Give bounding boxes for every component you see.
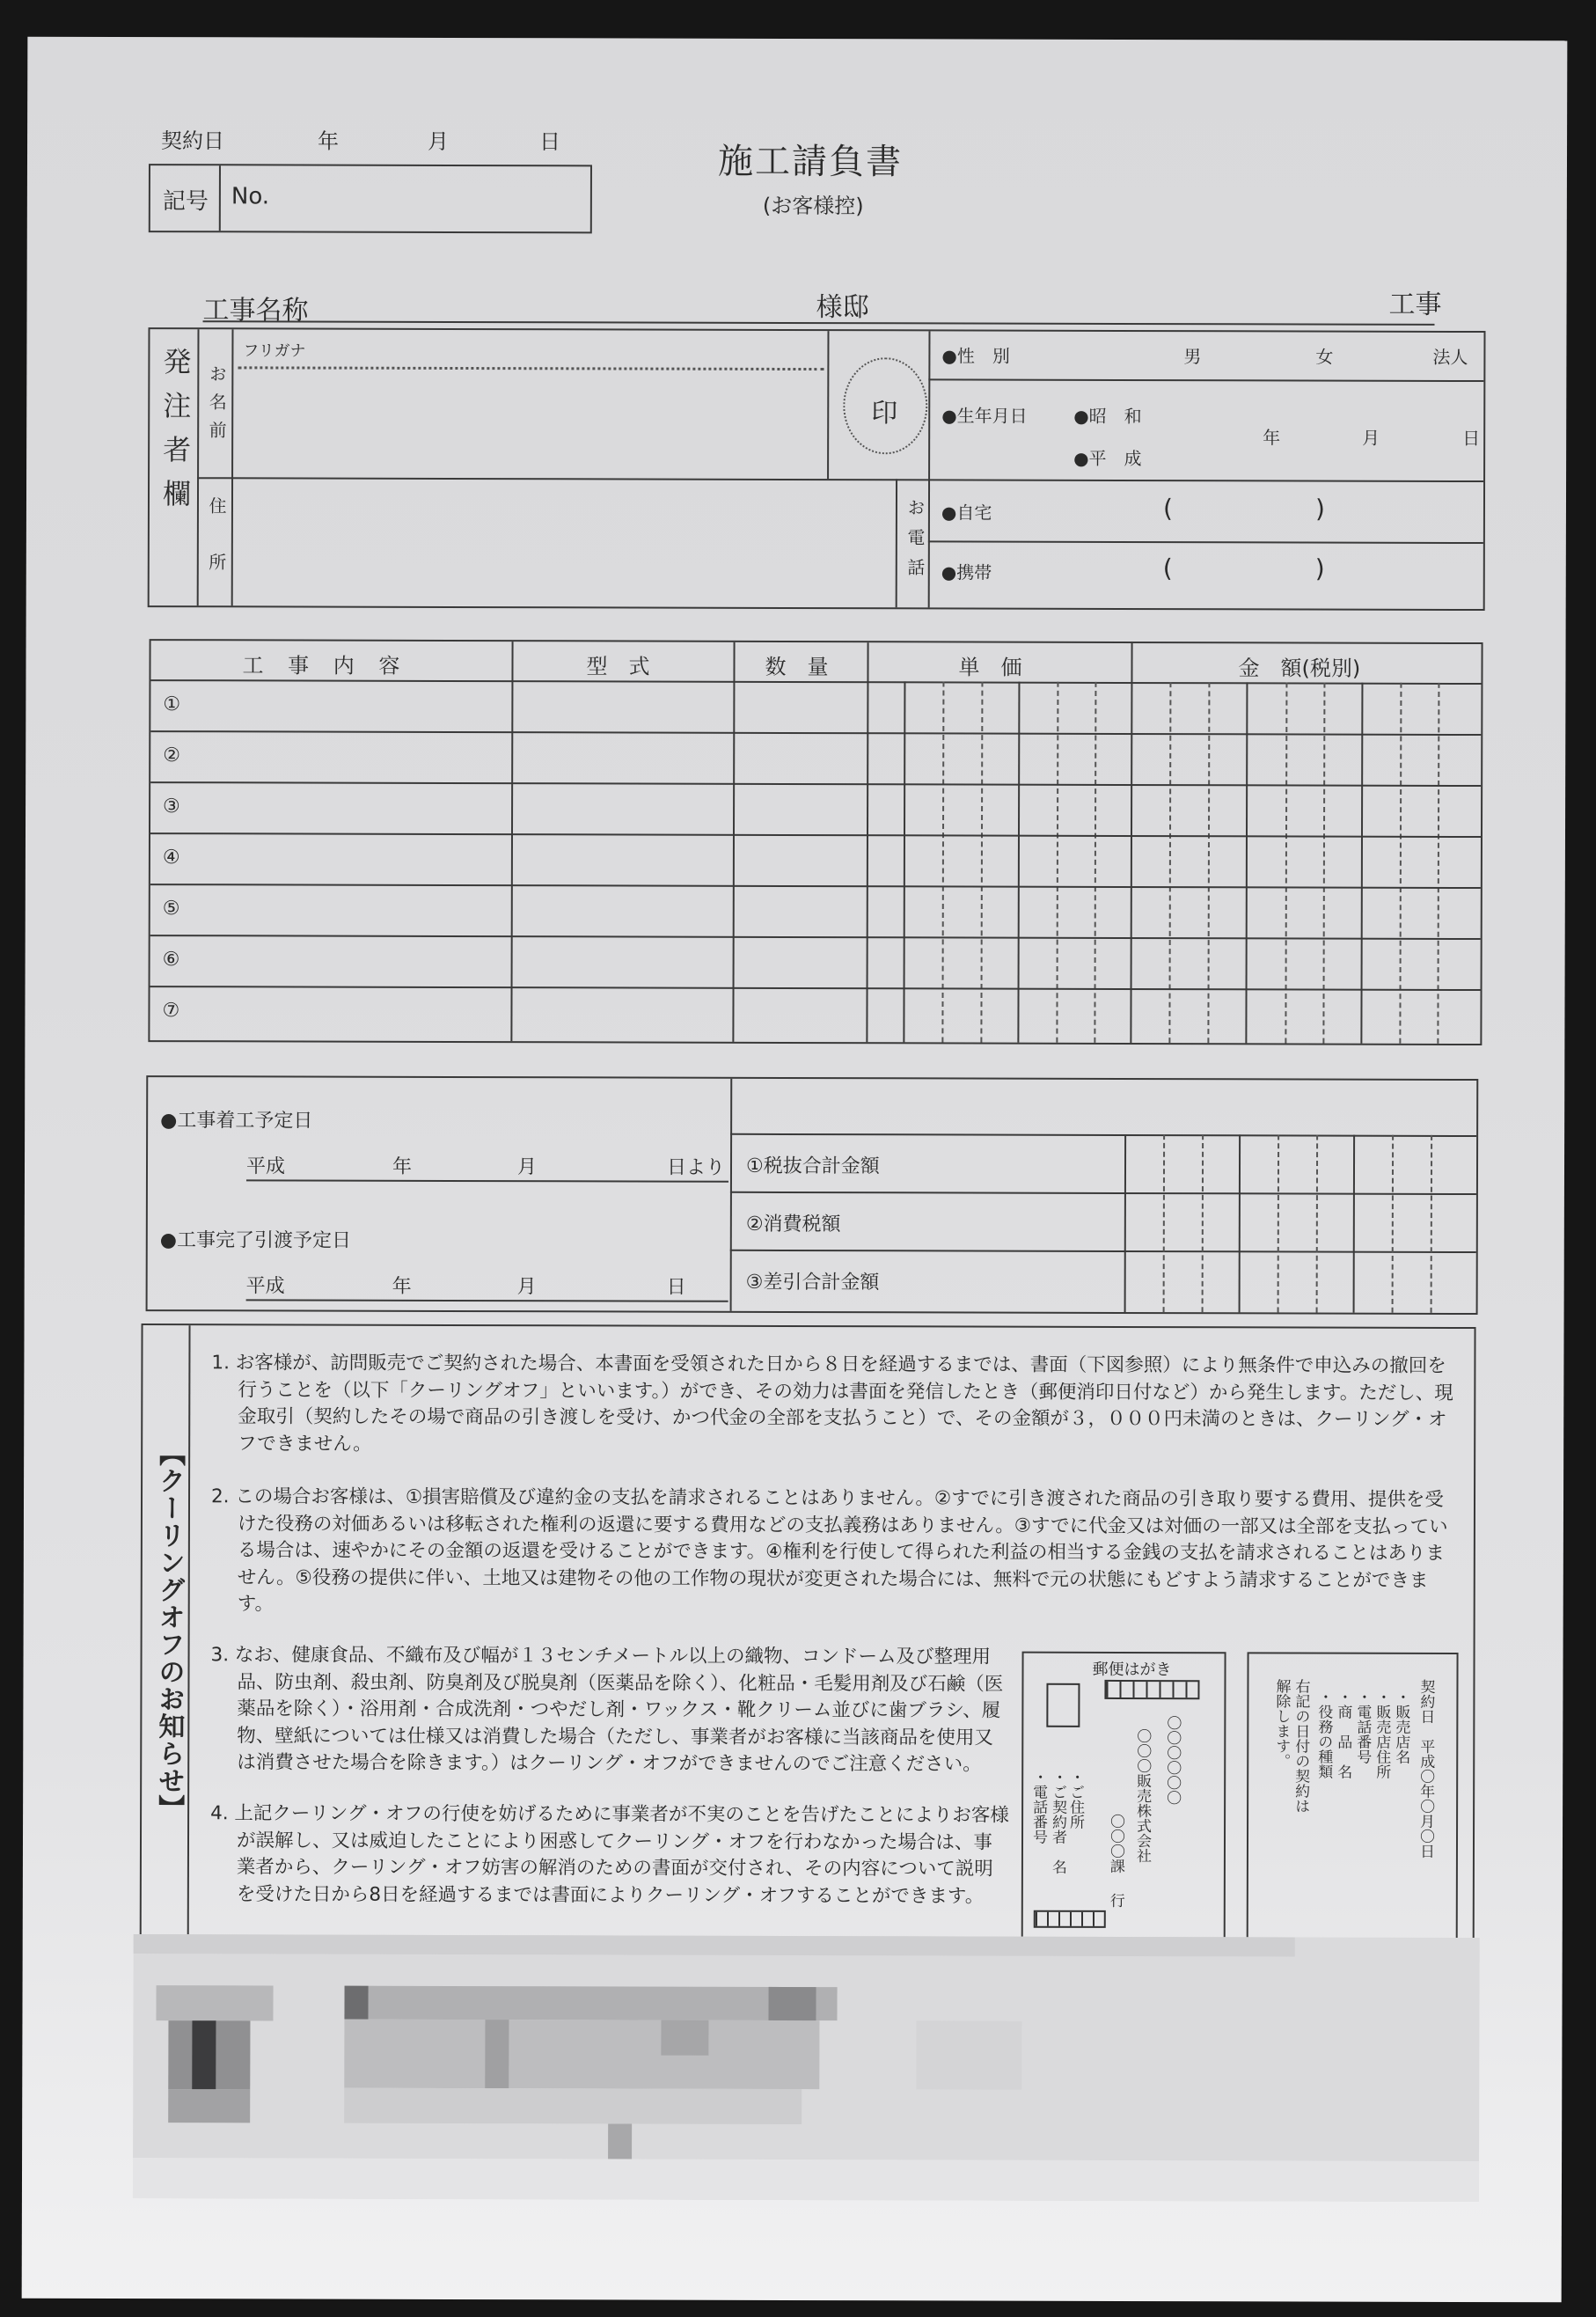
letter-product: ・商 品 名 (1334, 1689, 1352, 1779)
document-subtitle: (お客様控) (762, 193, 864, 219)
project-name-underline (203, 320, 1435, 326)
mobile-phone-label: ●携帯 (941, 561, 992, 583)
letter-store-address: ・販売店住所 (1373, 1689, 1391, 1779)
header-quantity: 数 量 (765, 654, 829, 680)
header-work-content: 工 事 内 容 (242, 653, 409, 678)
start-era: 平成 (245, 1155, 286, 1178)
recipient-company: 〇〇〇販売株式会社 (1132, 1728, 1152, 1864)
table-row[interactable] (150, 732, 1481, 785)
handover-day-label: 日 (666, 1276, 686, 1299)
gender-option-female[interactable]: 女 (1315, 346, 1334, 368)
header-unit-price: 単 価 (958, 655, 1022, 680)
handover-date-field[interactable] (246, 1264, 728, 1300)
clause-2: 2. この場合お客様は、①損害賠償及び違約金の支払を請求されることはありません。②すでに引き渡された商品の引き取り要する費用、提供を受けた役務の対価あるいは移転された権利の返還に要する費用などの支払義務はありません。③すでに代金又は対価の一部又は全部を支払っている場合は、速やかにその金額の返還を受けることができます。④権利を行使して得られた利益の相当する金銭の支払を請求されることはありません。⑤役務の提供に伴い、土地又は建物その他の工作物の現状が変更された場合には、無料で元の状態にもどすよう請求することができます。 (210, 1485, 1448, 1616)
row-number: ③ (163, 796, 180, 818)
grand-total-field[interactable] (1126, 1252, 1476, 1311)
symbol-label: 記号 (162, 188, 209, 216)
table-row[interactable] (150, 936, 1481, 989)
schedule-totals-section (146, 1075, 1479, 1315)
handover-month-label: 月 (516, 1276, 537, 1299)
cooling-off-title: 【クーリングオフのお知らせ】 (153, 1440, 186, 1822)
header-amount: 金 額(税別) (1238, 656, 1361, 681)
sender-phone-line: ・電話番号 (1029, 1769, 1048, 1844)
contract-day-label: 日 (539, 129, 561, 155)
contract-date-label: 契約日 (161, 128, 225, 154)
recipient-address: 〇〇〇〇〇〇 (1163, 1715, 1182, 1806)
handover-date-label: ●工事完了引渡予定日 (159, 1229, 352, 1252)
number-label: No. (231, 183, 270, 210)
era-showa-option[interactable]: ●昭 和 (1073, 405, 1142, 428)
home-phone-paren-open: ( (1162, 494, 1173, 524)
project-name-label: 工事名称 (202, 295, 309, 326)
postcard-illustration (1021, 1652, 1226, 1943)
recipient-dept: 〇〇〇課 (1106, 1813, 1125, 1873)
letter-service-type: ・役務の種類 (1314, 1689, 1333, 1779)
document-title: 施工請負書 (717, 141, 904, 183)
mobile-phone-field[interactable] (1021, 548, 1478, 602)
handover-era: 平成 (245, 1275, 285, 1298)
row-number: ① (163, 693, 181, 716)
furigana-field[interactable] (238, 334, 824, 366)
gender-label: ●性 別 (941, 345, 1010, 367)
birth-year-label: 年 (1263, 427, 1281, 449)
divider (219, 165, 221, 231)
stamp-box (1046, 1683, 1080, 1727)
redacted-company-info (133, 1934, 1480, 2202)
header-model: 型 式 (586, 654, 650, 679)
sender-address-line: ・ご住所 (1066, 1769, 1085, 1829)
table-row[interactable] (150, 885, 1481, 938)
letter-statement-2: 解除します。 (1272, 1678, 1291, 1769)
row-number: ② (163, 744, 180, 767)
sample-letter-illustration (1247, 1652, 1459, 1943)
postcard-title: 郵便はがき (1092, 1660, 1172, 1680)
row-number: ④ (162, 847, 180, 869)
table-row[interactable] (150, 834, 1481, 887)
subtotal-label: ①税抜合計金額 (745, 1155, 880, 1178)
table-row[interactable] (150, 681, 1481, 734)
mobile-phone-paren-open: ( (1162, 554, 1173, 583)
letter-phone: ・電話番号 (1353, 1689, 1372, 1764)
consumption-tax-field[interactable] (1126, 1194, 1476, 1251)
gender-option-male[interactable]: 男 (1183, 346, 1202, 368)
start-day-label: 日より (666, 1156, 726, 1179)
address-label: 住所 (205, 496, 227, 610)
gender-option-corporate[interactable]: 法人 (1432, 346, 1468, 369)
work-suffix[interactable]: 工事 (1388, 289, 1442, 320)
row-number: ⑥ (162, 949, 180, 972)
start-date-label: ●工事着工予定日 (160, 1110, 313, 1133)
consumption-tax-label: ②消費税額 (745, 1213, 841, 1236)
recipient-suffix: 行 (1106, 1892, 1124, 1908)
home-phone-paren-close: ) (1314, 494, 1325, 524)
start-year-label: 年 (392, 1155, 413, 1178)
furigana-dotted-line (238, 366, 824, 370)
sender-postal-boxes (1034, 1910, 1106, 1928)
letter-contract-date: 契約日 平成〇年〇月〇日 (1416, 1678, 1435, 1859)
row-number: ⑦ (162, 1000, 180, 1023)
orderer-section (148, 327, 1486, 611)
sender-name-line: ・ご契約者 名 (1048, 1769, 1067, 1874)
furigana-label: フリガナ (243, 341, 306, 361)
birth-day-label: 日 (1462, 427, 1481, 450)
clause-1: 1. お客様が、訪問販売でご契約された場合、本書面を受領された日から８日を経過するまでは、書面（下図参照）により無条件で申込みの撤回を行うことを（以下「クーリングオフ」といいます。）ができ、その効力は書面を発信したとき（郵便消印日付など）から発生します。ただし、現金取引（契約したその場で商品の引き渡しを受け、かつ代金の全部を支払うこと）で、その金額が３，０００円未満のときは、クーリング・オフできません。 (211, 1352, 1453, 1455)
seal-label: 印 (871, 398, 898, 429)
contract-year-label: 年 (318, 128, 340, 154)
cooling-off-notice (140, 1323, 1476, 1969)
items-table (148, 639, 1483, 1045)
grand-total-label: ③差引合計金額 (745, 1271, 880, 1294)
mobile-phone-paren-close: ) (1314, 554, 1325, 583)
home-phone-label: ●自宅 (941, 502, 992, 524)
letter-statement-1: 右記の日付の契約は (1292, 1678, 1310, 1814)
table-row[interactable] (150, 783, 1481, 836)
start-month-label: 月 (516, 1156, 538, 1179)
phone-label: お電話 (904, 498, 926, 589)
contract-month-label: 月 (428, 128, 450, 154)
table-row[interactable] (150, 987, 1480, 1042)
residence-suffix: 様邸 (816, 292, 869, 324)
era-heisei-option[interactable]: ●平 成 (1073, 447, 1142, 470)
orderer-section-label: 発注者欄 (157, 347, 193, 524)
home-phone-field[interactable] (1021, 487, 1478, 537)
contract-form-paper (22, 37, 1568, 2303)
clause-3: 3. なお、健康食品、不織布及び幅が１３センチメートル以上の織物、コンドーム及び整理用品、防虫剤、殺虫剤、防臭剤及び脱臭剤（医薬品を除く）、化粧品・毛髪用剤及び石鹸（医薬品を除く）・浴用剤・合成洗剤・つやだし剤・ワックス・靴クリーム並びに歯ブラシ、履物、壁紙については仕様又は消費した場合（ただし、事業者がお客様に当該商品を使用又は消費させた場合を除きます。）はクーリング・オフができませんのでご注意ください。 (210, 1644, 1004, 1776)
name-field[interactable] (238, 373, 824, 475)
start-date-field[interactable] (246, 1144, 728, 1180)
birthdate-label: ●生年月日 (941, 405, 1028, 427)
totals-blank-cell[interactable] (732, 1079, 1476, 1135)
row-number: ⑤ (162, 898, 180, 920)
postal-code-boxes (1104, 1680, 1199, 1699)
birth-month-label: 月 (1362, 427, 1380, 449)
letter-store-name: ・販売店名 (1392, 1689, 1410, 1764)
address-field[interactable] (238, 482, 889, 604)
name-label: お名前 (206, 364, 228, 450)
clause-4: 4. 上記クーリング・オフの行使を妨げるために事業者が不実のことを告げたことによりお客様が誤解し、又は威迫したことにより困惑してクーリング・オフを行わなかった場合は、事業者から、クーリング・オフ妨害の解消のための書面が交付され、その内容について説明を受けた日から8日を経過するまでは書面によりクーリング・オフすることができます。 (210, 1802, 1009, 1908)
handover-year-label: 年 (392, 1275, 412, 1298)
subtotal-field[interactable] (1126, 1136, 1476, 1193)
record-number-box[interactable] (149, 164, 592, 233)
